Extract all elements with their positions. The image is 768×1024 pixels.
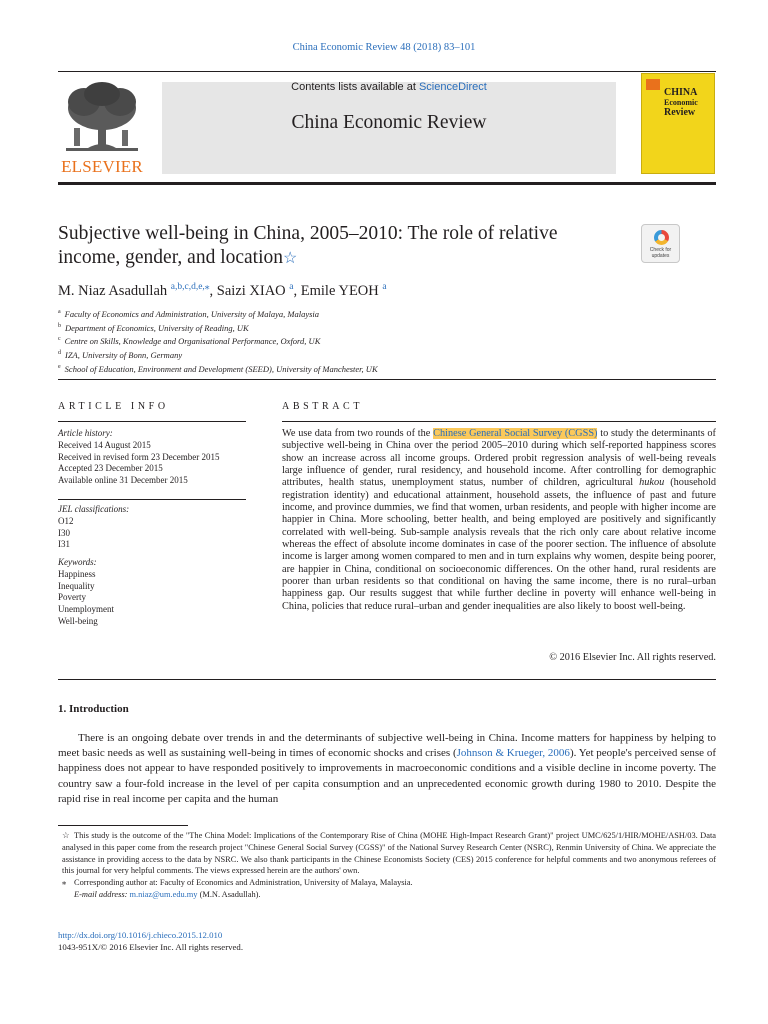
highlighted-cgss-link[interactable]: Chinese General Social Survey (CGSS) — [433, 428, 598, 439]
article-title — [58, 222, 618, 271]
affiliation-text: Centre on Skills, Knowledge and Organisational Performance, Oxford, UK — [64, 336, 321, 347]
affiliation-text: Faculty of Economics and Administration, University of Malaya, Malaysia — [64, 308, 320, 319]
author-name[interactable]: Saizi XIAO — [216, 282, 286, 299]
abstract-divider — [282, 421, 716, 422]
introduction-body — [58, 731, 716, 807]
jel-code: I30 — [58, 527, 70, 538]
email-footnote — [58, 889, 716, 901]
top-divider — [58, 71, 716, 72]
jel-code: I31 — [58, 539, 70, 550]
article-title-line2: income, gender, and location — [58, 247, 284, 268]
header-thick-divider — [58, 182, 716, 185]
keyword[interactable]: Well-being — [58, 615, 98, 626]
cover-logo-icon — [646, 79, 660, 90]
cover-title-line3: Review — [664, 107, 696, 118]
history-label: Article history: — [58, 428, 113, 438]
history-item: Received 14 August 2015 — [58, 439, 151, 450]
affiliation-mark: b — [58, 322, 61, 329]
contents-line — [162, 81, 616, 93]
history-item: Received in revised form 23 December 2015 — [58, 451, 220, 462]
intro-text: ). Yet people's perceived sense of happiness does not appear to have responded positively to improvements in macroeconomic conditions and a visible decline in income poverty. The country saw a four-fold increase in the level of per capita consumption and an unprecedented economic growth during 1980 to 2010. Despite the rapid rise in real income per capita and the human — [58, 747, 716, 805]
crossmark-label-line1: Check for — [649, 247, 672, 253]
article-history — [58, 428, 219, 487]
citation-link[interactable]: Johnson & Krueger, 2006 — [456, 747, 570, 760]
author-affiliation-marks[interactable]: a — [382, 282, 387, 292]
doi-link[interactable]: http://dx.doi.org/10.1016/j.chieco.2015.12.010 — [58, 930, 223, 940]
check-for-updates-button[interactable] — [641, 224, 680, 263]
cover-title-line1: CHINA — [664, 87, 698, 98]
jel-label: JEL classifications: — [58, 504, 130, 514]
footnote-star-icon: ☆ — [62, 831, 70, 840]
affiliation-text: Department of Economics, University of Reading, UK — [65, 322, 249, 333]
history-item: Available online 31 December 2015 — [58, 475, 188, 486]
affiliation-item — [58, 348, 378, 362]
abstract-body — [282, 428, 716, 613]
hukou-term: hukou — [639, 477, 665, 489]
abstract-copyright: © 2016 Elsevier Inc. All rights reserved. — [549, 652, 716, 663]
abstract-end-divider — [58, 679, 716, 680]
abstract-heading: ABSTRACT — [282, 401, 364, 412]
jel-code: O12 — [58, 515, 74, 526]
section-divider — [58, 379, 716, 380]
funding-footnote — [58, 830, 716, 877]
email-link[interactable]: m.niaz@um.edu.my — [129, 889, 198, 899]
elsevier-wordmark: ELSEVIER — [61, 157, 143, 176]
issn-line: 1043-951X/© 2016 Elsevier Inc. All rights reserved. — [58, 942, 244, 952]
affiliation-item — [58, 307, 378, 321]
doi-block — [58, 929, 243, 953]
contents-prefix: Contents lists available at — [291, 81, 419, 93]
keyword[interactable]: Inequality — [58, 580, 95, 591]
author-affiliation-marks[interactable]: a — [289, 282, 294, 292]
journal-name[interactable]: China Economic Review — [291, 112, 487, 133]
author-name[interactable]: M. Niaz Asadullah — [58, 282, 168, 299]
author-affiliation-marks[interactable]: a,b,c,d,e,⁎ — [170, 282, 210, 292]
crossmark-icon — [654, 230, 669, 245]
affiliation-item — [58, 362, 378, 376]
jel-classifications — [58, 504, 129, 551]
funding-footnote-text: This study is the outcome of the "The China Model: Implications of the Contemporary Rise of China (MOHE High-Impact Research Grant)" project UMC/625/1/HIR/MOHE/ASH/03. Data analysed in this paper come from the research project "Chinese General Social Survey (CGSS)" of the National Survey Research Center (NSRC), Renmin University of China. We appreciate the assistance in providing access to the data by NSRC. We also thank participants in the Chinese Economists Society (CES) 2015 conference for helpful comments and two anonymous referees of this journal for very helpful comments. The views expressed herein are the authors' own. — [62, 831, 716, 876]
keyword[interactable]: Unemployment — [58, 604, 114, 615]
affiliation-mark: e — [58, 363, 61, 370]
corresponding-author-footnote — [58, 877, 716, 889]
email-suffix: (M.N. Asadullah). — [197, 889, 261, 899]
article-info-divider — [58, 421, 246, 422]
history-divider — [58, 499, 246, 500]
cover-title — [664, 88, 698, 118]
keywords-label: Keywords: — [58, 557, 97, 567]
affiliations-list — [58, 307, 378, 375]
intro-text: There is an ongoing debate over trends in and the determinants of subjective well-being in China. Income matters for happiness by helping to meet basic needs as well as sustaining well-being in times of economic shocks and crises ( — [58, 732, 716, 760]
footnote-divider — [58, 825, 188, 826]
affiliation-item — [58, 334, 378, 348]
history-item: Accepted 23 December 2015 — [58, 463, 163, 474]
author-list: M. Niaz Asadullah $^{a,b,c,d,e,⁎}$, Saizi XIAO $^a$, Emile YEOH $^a$ — [58, 282, 387, 299]
keyword[interactable]: Happiness — [58, 568, 96, 579]
affiliation-mark: a — [58, 309, 61, 315]
affiliation-item — [58, 321, 378, 335]
corresponding-asterisk-icon: ⁎ — [62, 878, 67, 888]
introduction-heading: 1. Introduction — [58, 703, 129, 715]
article-info-heading: ARTICLE INFO — [58, 401, 169, 412]
abstract-text: to study the determinants of subjective well-being in China over the period 2005–2010 during which self-reported happiness scores show an increase across all income groups. Ordered probit regression analysis of well-being reveals large influence of gender, rural residency, and household income. After controlling for demographic attributes, health status, unemployment status, number of children, agricultural — [282, 428, 716, 489]
abstract-text: We use data from two rounds of the — [282, 428, 434, 439]
corresponding-author-text: Corresponding author at: Faculty of Economics and Administration, University of Malaya, Malaysia. — [74, 878, 413, 888]
affiliation-text: IZA, University of Bonn, Germany — [65, 349, 183, 360]
author-name[interactable]: Emile YEOH — [300, 282, 379, 299]
journal-cover-thumbnail[interactable] — [641, 73, 715, 174]
affiliation-mark: c — [58, 336, 61, 343]
crossmark-label-line2: updates — [651, 253, 670, 259]
affiliation-mark: d — [58, 349, 61, 356]
sciencedirect-link[interactable]: ScienceDirect — [418, 81, 487, 93]
article-title-line1: Subjective well-being in China, 2005–2010: The role of relative — [58, 223, 558, 244]
affiliation-text: School of Education, Environment and Development (SEED), University of Manchester, UK — [64, 363, 378, 374]
title-footnote-star-icon[interactable]: ☆ — [283, 250, 298, 267]
keywords — [58, 557, 114, 628]
email-label: E-mail address: — [74, 889, 128, 899]
abstract-text: (household registration identity) and educational attainment, household assets, the influence of past and future income, and province dummies, we find that women, urban residents, and people with higher income are happier in China. More schooling, better health, and being employed are positively and significantly correlated with well-being. Sub-sample analysis reveals that the rich only care about relative income whereas the effect of absolute income dominates in case of the poorer section. The influence of absolute income is larger among women compared to men and in turn explains why women, despite being poorer, are happier in China, conditional on socioeconomic differences. On the other hand, rural residents are poorer than urban residents so that conditional on having the same income, there is no rural–urban happiness gap. Our results suggest that while further decline in poverty will enhance well-being in China, policies that reduce rural–urban and gender inequalities are also likely to boost well-being. — [282, 477, 716, 612]
keyword[interactable]: Poverty — [58, 592, 86, 603]
footnotes — [58, 830, 716, 901]
crossmark-label — [642, 247, 679, 259]
journal-citation[interactable]: China Economic Review 48 (2018) 83–101 — [292, 42, 476, 53]
cover-title-line2: Economic — [664, 98, 698, 107]
